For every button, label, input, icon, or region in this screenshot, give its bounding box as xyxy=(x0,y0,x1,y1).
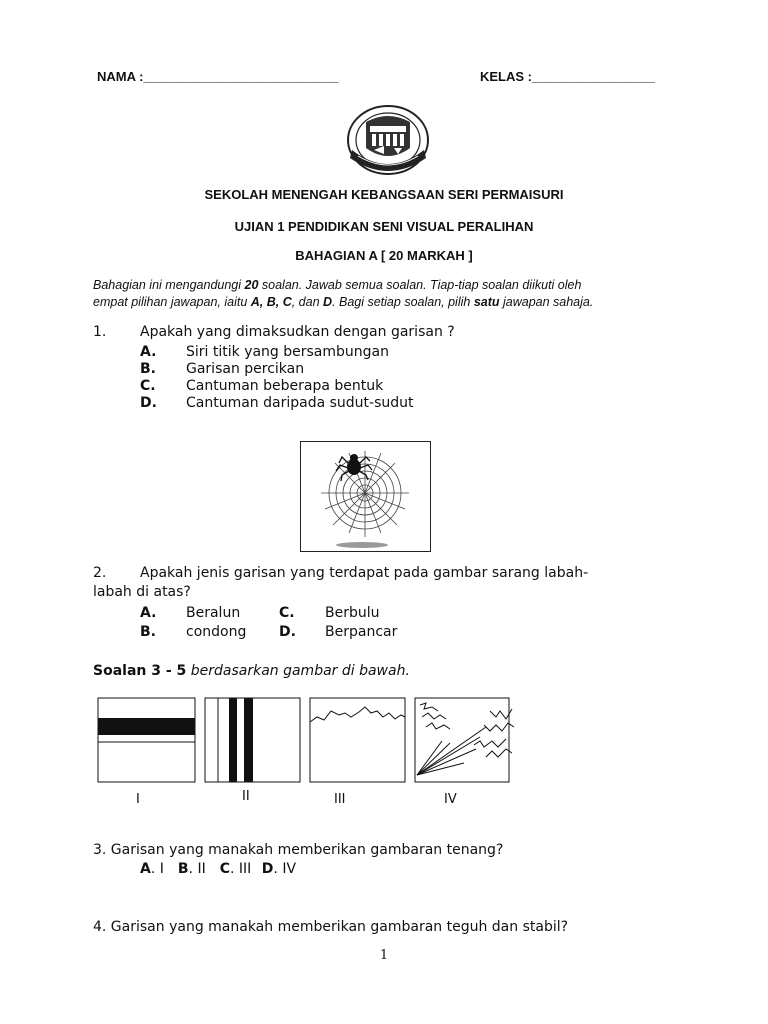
q1-option-b-letter: B. xyxy=(140,361,156,377)
satu-emphasis: satu xyxy=(473,295,500,309)
section-title: BAHAGIAN A [ 20 MARKAH ] xyxy=(295,248,473,263)
q2-option-d-text: Berpancar xyxy=(325,624,398,640)
q3-option-c-letter: C xyxy=(219,861,230,877)
instructions xyxy=(93,277,693,311)
q4-text: 4. Garisan yang manakah memberikan gambaran teguh dan stabil? xyxy=(93,919,569,935)
q1-option-d-letter: D. xyxy=(140,395,157,411)
q2-option-b-text: condong xyxy=(186,624,247,640)
instructions-text: , dan xyxy=(291,295,324,309)
q3-option-a-text: . I xyxy=(150,861,164,877)
q2-text-line2: labah di atas? xyxy=(93,584,191,600)
figure-label-iii: III xyxy=(334,792,346,807)
q1-number: 1. xyxy=(93,324,107,340)
school-crest-logo xyxy=(344,104,432,180)
exam-title: UJIAN 1 PENDIDIKAN SENI VISUAL PERALIHAN xyxy=(234,219,534,234)
q1-option-c-letter: C. xyxy=(140,378,156,394)
instructions-text: Bahagian ini mengandungi xyxy=(93,278,245,292)
q2-option-a-text: Beralun xyxy=(186,605,241,621)
q3-options xyxy=(140,861,296,878)
options-abc: A, B, C xyxy=(250,295,292,309)
class-field: KELAS :_________________ xyxy=(480,69,655,84)
q3-option-b-letter: B xyxy=(177,861,189,877)
figure-label-iv: IV xyxy=(444,792,457,807)
q1-option-b-text: Garisan percikan xyxy=(186,361,305,377)
instructions-text: . Bagi setiap soalan, pilih xyxy=(332,295,474,309)
question-count: 20 xyxy=(244,278,259,292)
q2-text-line1: Apakah jenis garisan yang terdapat pada gambar sarang labah- xyxy=(140,565,589,581)
soalan-heading-bold: Soalan 3 - 5 xyxy=(93,663,187,679)
q2-option-b-letter: B. xyxy=(140,624,156,640)
instructions-text: jawapan sahaja. xyxy=(499,295,594,309)
q1-option-c-text: Cantuman beberapa bentuk xyxy=(186,378,384,394)
name-field: NAMA :___________________________ xyxy=(97,69,339,84)
q3-option-c-text: . III xyxy=(230,861,252,877)
figure-i-horizontal-lines xyxy=(97,697,196,783)
figure-iii-wavy-lines xyxy=(309,697,406,783)
q2-option-a-letter: A. xyxy=(140,605,157,621)
q2-number: 2. xyxy=(93,565,107,581)
figure-iv-radiating-lines xyxy=(414,697,520,783)
soalan-heading xyxy=(93,663,410,680)
option-d: D xyxy=(323,295,333,309)
q1-option-d-text: Cantuman daripada sudut-sudut xyxy=(186,395,414,411)
spider-web-image xyxy=(300,441,431,552)
figure-ii-vertical-lines xyxy=(204,697,301,783)
school-title: SEKOLAH MENENGAH KEBANGSAAN SERI PERMAISURI xyxy=(204,187,564,202)
q3-option-b-text: . II xyxy=(188,861,206,877)
instructions-text: soalan. Jawab semua soalan. Tiap-tiap soalan diikuti oleh xyxy=(258,278,582,292)
q2-option-d-letter: D. xyxy=(279,624,296,640)
q2-option-c-text: Berbulu xyxy=(325,605,380,621)
q3-option-a-letter: A xyxy=(140,861,151,877)
q3-text: 3. Garisan yang manakah memberikan gambaran tenang? xyxy=(93,842,504,858)
q1-option-a-letter: A. xyxy=(140,344,157,360)
q2-option-c-letter: C. xyxy=(279,605,295,621)
figure-label-ii: II xyxy=(242,789,250,804)
soalan-heading-italic: berdasarkan gambar di bawah. xyxy=(186,663,410,679)
instructions-text: empat pilihan jawapan, iaitu xyxy=(93,295,251,309)
page-number: 1 xyxy=(379,948,389,963)
q1-option-a-text: Siri titik yang bersambungan xyxy=(186,344,389,360)
q3-option-d-letter: D xyxy=(261,861,274,877)
figure-label-i: I xyxy=(136,792,140,807)
q3-option-d-text: . IV xyxy=(273,861,297,877)
q1-text: Apakah yang dimaksudkan dengan garisan ? xyxy=(140,324,455,340)
